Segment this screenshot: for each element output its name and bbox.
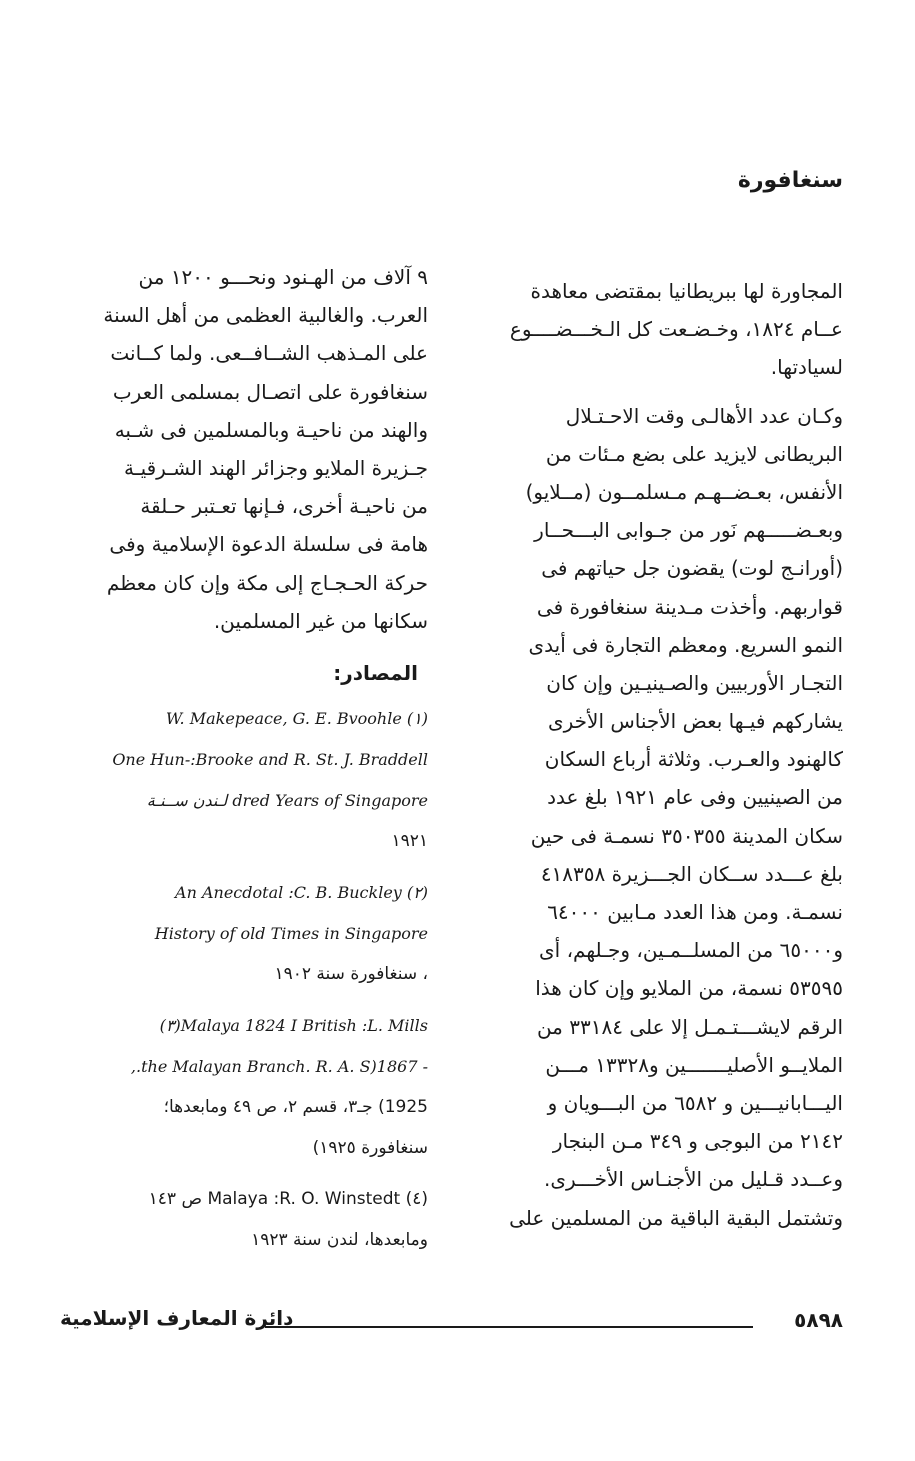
text-line: نسمـة. ومن هذا العدد مـابين ٦٤٠٠٠ — [547, 900, 843, 924]
text-line: كالهنود والعـرب. وثلاثة أرباع السكان — [544, 747, 843, 772]
paragraph — [68, 258, 428, 640]
text-line: من الصينيين وفى عام ١٩٢١ بلغ عدد — [547, 785, 843, 810]
paragraph — [471, 397, 843, 1237]
reference-line: (٢) An Anecdotal :C. B. Buckley — [175, 883, 428, 903]
footer-rule — [265, 1326, 753, 1328]
text-line: الرقم لايشـــتـمـل إلا على ٣٣١٨٤ من — [536, 1014, 843, 1039]
reference-entry — [68, 872, 428, 995]
reference-line: (١) W. Makepeace, G. E. Bvoohle — [165, 709, 428, 729]
text-line: ٩ آلاف من الهـنود ونحـــو ١٢٠٠ من — [138, 265, 428, 289]
reference-line: Malaya 1824 I British :L. Mills(٣) — [159, 1016, 428, 1036]
text-line: بلغ عـــدد ســكان الجـــزيرة ٤١٨٣٥٨ — [540, 861, 843, 886]
sources-heading: المصادر: — [333, 660, 418, 685]
reference-line: ، سنغافورة سنة ١٩٠٢ — [274, 964, 428, 985]
text-line: وبعـضـــــهم نَور من جـوابى البـــحــار — [534, 518, 843, 543]
text-line: وتشتمل البقية الباقية من المسلمين على — [509, 1205, 843, 1230]
text-line: (أورانـج لوت) يقضون جل حياتهم فى — [541, 556, 843, 581]
text-line: على المـذهب الشــافــعى. ولما كــانت — [110, 341, 428, 366]
reference-line: - 1867(the Malayan Branch. R. A. S., — [130, 1057, 428, 1077]
text-line: من ناحيـة أخرى، فـإنها تعـتبر حـلقة — [140, 494, 428, 519]
text-line: ٥٣٥٩٥ نسمة، من الملايو وإن كان هذا — [535, 976, 843, 1001]
text-line: لسيادتها. — [770, 355, 843, 380]
reference-line: ١٩٢١ — [391, 831, 428, 852]
text-line: وعــدد قـليل من الأجنـاس الأخـــرى. — [544, 1167, 843, 1192]
reference-line: One Hun-:Brooke and R. St. J. Braddell — [112, 750, 428, 770]
page-number: ٥٨٩٨ — [794, 1308, 843, 1332]
running-head: سنغافورة — [737, 168, 843, 193]
reference-entry — [68, 698, 428, 862]
reference-line: سنغافورة ١٩٢٥) — [312, 1138, 428, 1159]
text-line: الأنفس، بعـضــهـم مـسلمــون (مــلايو) — [525, 479, 843, 504]
reference-line: ومابعدها، لندن سنة ١٩٢٣ — [251, 1230, 428, 1251]
reference-line: (٤) Malaya :R. O. Winstedt ص ١٤٣ — [148, 1189, 428, 1210]
text-line: العرب. والغالبية العظمى من أهل السنة — [103, 303, 428, 328]
right-column — [471, 272, 843, 1247]
text-line: ٢١٤٢ من البوجى و ٣٤٩ مـن البنجار — [552, 1129, 843, 1154]
text-line: وكـان عدد الأهالـى وقت الاحـتـلال — [565, 403, 843, 428]
text-line: حركة الحـجـاج إلى مكة وإن كان معظم — [106, 570, 428, 595]
text-line: قواربهم. وأخذت مـدينة سنغافورة فى — [536, 594, 843, 619]
reference-line: 1925) جـ٣، قسم ٢، ص ٤٩ ومابعدها؛ — [163, 1097, 428, 1118]
text-line: النمو السريع. ومعظم التجارة فى أيدى — [528, 632, 843, 657]
text-line: اليـــابانيـــين و ٦٥٨٢ من البـــويان و — [547, 1090, 843, 1115]
text-line: جـزيرة الملايو وجزائر الهند الشـرقيـة — [124, 455, 428, 480]
reference-entry — [68, 1179, 428, 1261]
text-line: هامة فى سلسلة الدعوة الإسلامية وفى — [109, 532, 428, 557]
text-line: البريطانى لايزيد على بضع مـئات من — [545, 441, 843, 466]
text-line: والهند من ناحيـة وبالمسلمين فى شـبه — [114, 417, 428, 442]
text-line: عــام ١٨٢٤، وخـضـعت كل الـخـــضــــوع — [509, 317, 843, 342]
text-line: و٦٥٠٠٠ من المسلــمـين، وجـلهم، أى — [539, 938, 843, 963]
left-column — [68, 258, 428, 1271]
reference-line: History of old Times in Singapore — [154, 924, 428, 944]
paragraph — [471, 272, 843, 387]
text-line: سكان المدينة ٣٥٠٣٥٥ نسمـة فى حين — [530, 823, 843, 848]
page-footer — [60, 1306, 843, 1346]
text-line: الملايــو الأصليـــــــين و١٣٣٢٨ مـــن — [545, 1052, 843, 1077]
text-line: المجاورة لها ببريطانيا بمقتضى معاهدة — [530, 279, 843, 303]
reference-line: dred Years of Singapore لـندن ســنـة — [146, 791, 428, 811]
text-line: سنغافورة على اتصـال بمسلمى العرب — [112, 379, 428, 404]
text-line: يشاركهم فيـها بعض الأجناس الأخرى — [547, 709, 843, 734]
footer-title: دائرة المعارف الإسلامية — [60, 1306, 294, 1330]
reference-entry — [68, 1005, 428, 1169]
text-line: سكانها من غير المسلمين. — [213, 608, 428, 633]
text-line: التجـار الأوربيين والصـينيـين وإن كان — [546, 670, 843, 695]
